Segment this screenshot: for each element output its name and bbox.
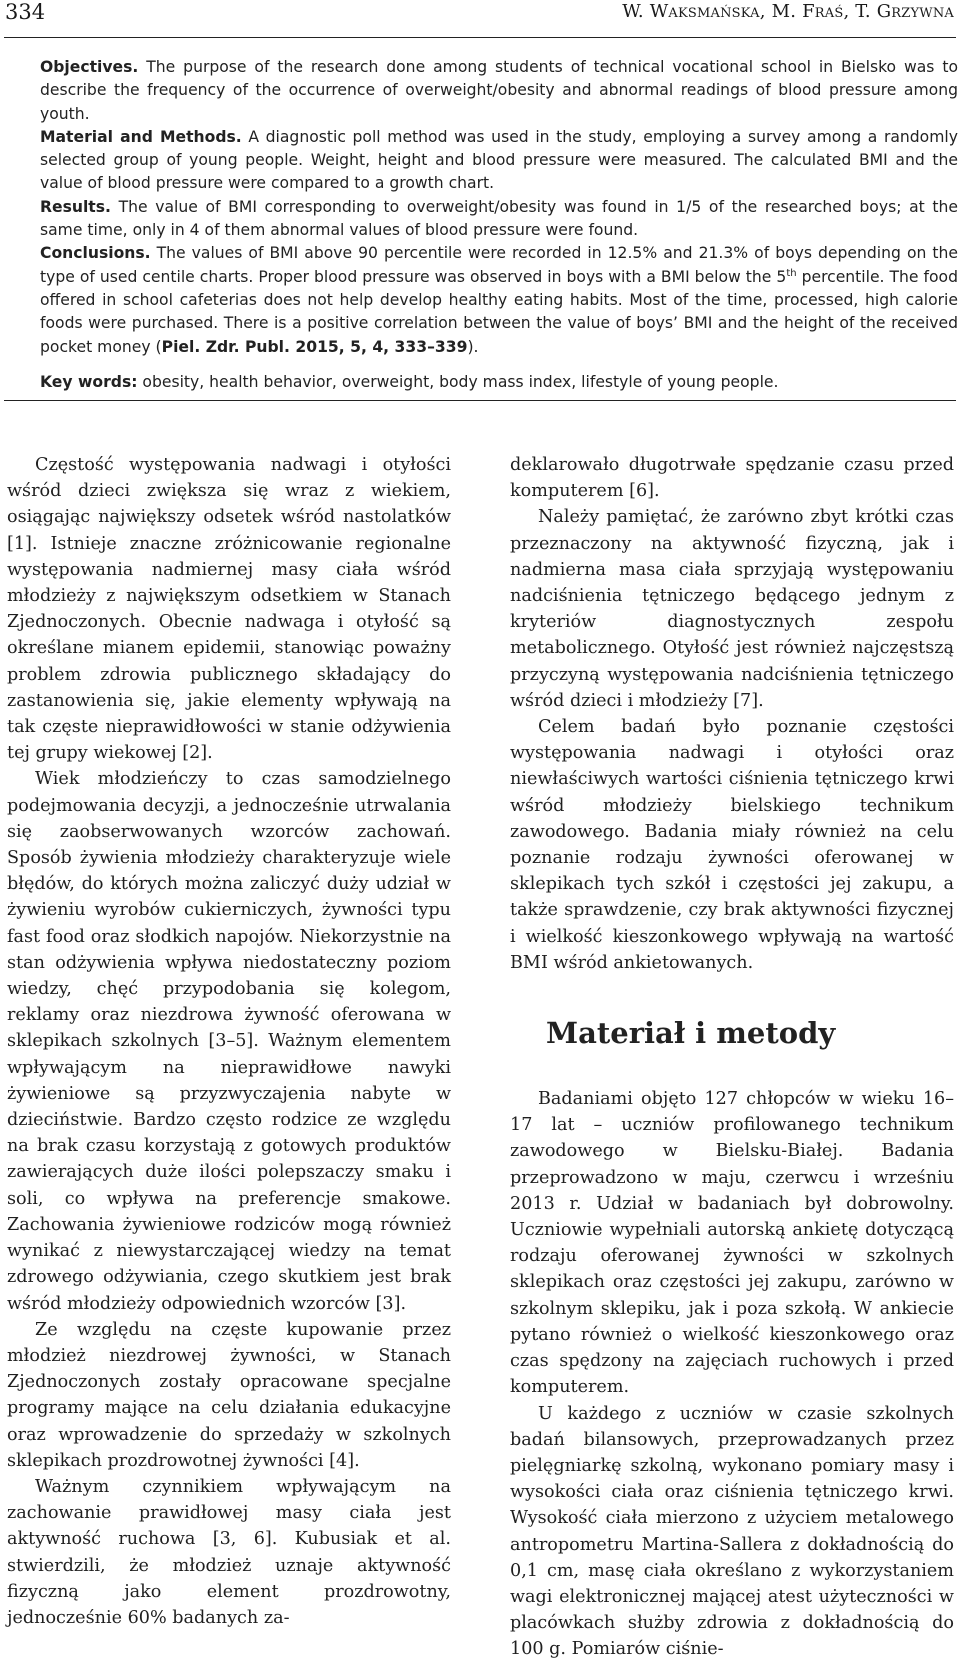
right-paragraph-1: deklarowało długotrwałe spędzanie czasu przed komputerem [6]. <box>510 455 954 502</box>
keywords-text: obesity, health behavior, overweight, body mass index, lifestyle of young people. <box>137 372 779 391</box>
abstract-rule <box>4 400 956 401</box>
right-paragraph-2: Należy pamiętać, że zarówno zbyt krótki czas przeznaczony na aktywność fizyczną, jak i nadmierna masa ciała sprzyjają występowaniu nadciśnienia tętniczego będącego jednym z kryteriów diagnostycznych zespołu metabolicznego. Otyłość jest również najczęstszą przyczyną występowania nadciśnienia tętniczego wśród dzieci i młodzieży [7]. <box>510 507 954 711</box>
keywords <box>40 371 958 394</box>
right-paragraph-5: U każdego z uczniów w czasie szkolnych badań bilansowych, przeprowadzanych przez pielęgniarkę szkolną, wykonano pomiary masy i wysokości ciała oraz ciśnienia tętniczego krwi. Wysokość ciała mierzono z użyciem metalowego antropometru Martina-Sallera z dokładnością do 0,1 cm, masę ciała określano z wykorzystaniem wagi elektronicznej mającej atest użyteczności w placówkach służby zdrowia z dokładnością do 100 g. Pomiarów ciśnie- <box>510 1403 954 1660</box>
conclusions-text-b: percentile. The food offered in school cafeterias does not help develop healthy eating habits. Most of the time, processed, high calorie foods were purchased. There is a positive correlation between the value of boys’ BMI and the height of the received pocket money ( <box>40 267 958 356</box>
results-label: Results. <box>40 197 111 216</box>
right-paragraph-3: Celem badań było poznanie częstości występowania nadwagi i otyłości oraz niewłaściwych wartości ciśnienia tętniczego krwi wśród młodzieży bielskiego technikum zawodowego. Badania miały również na celu poznanie rodzaju żywności oferowanej w sklepikach tych szkół i częstości jej zakupu, a także sprawdzenie, czy brak aktywności fizycznej i wielkość kieszonkowego wpływają na wartość BMI wśród ankietowanych. <box>510 717 954 973</box>
objectives-text: The purpose of the research done among students of technical vocational school in Bielsko was to describe the frequency of the occurrence of overweight/obesity and abnormal readings of blood pressure among youth. <box>40 58 958 123</box>
page-header <box>0 0 960 40</box>
left-paragraph-3: Ze względu na częste kupowanie przez młodzież niezdrowej żywności, w Stanach Zjednoczonych zostały opracowane specjalne programy mające na celu działania edukacyjne oraz wprowadzenie do sprzedaży w szkolnych sklepikach prozdrowotnej żywności [4]. <box>7 1319 451 1471</box>
right-column <box>510 452 954 1663</box>
right-paragraph-4: Badaniami objęto 127 chłopców w wieku 16–17 lat – uczniów profilowanego technikum zawodowego w Bielsku-Białej. Badania przeprowadzono w maju, czerwcu i wrześniu 2013 r. Udział w badaniach był dobrowolny. Uczniowie wypełniali autorską ankietę dotyczącą rodzaju oferowanej żywności w szkolnych sklepikach oraz częstości jej zakupu, zarówno w szkolnym sklepiku, jak i poza szkołą. W ankiecie pytano również o wielkość kieszonkowego oraz czas spędzony na zajęciach ruchowych i przed komputerem. <box>510 1089 954 1398</box>
conclusions-superscript: th <box>786 267 797 279</box>
left-paragraph-2: Wiek młodzieńczy to czas samodzielnego podejmowania decyzji, a jednocześnie utrwalania się zaobserwowanych wzorców zachowań. Sposób żywienia młodzieży charakteryzuje wiele błędów, do których można zaliczyć duży udział w żywieniu wyrobów cukierniczych, żywności typu fast food oraz słodkich napojów. Niekorzystnie na stan odżywienia wpływa niedostateczny poziom wiedzy, chęć przypodobania się kolegom, reklamy oraz niezdrowa żywność oferowana w sklepikach szkolnych [3–5]. Ważnym elementem wpływającym na nieprawidłowe nawyki żywieniowe są przyzwyczajenia nabyte w dzieciństwie. Bardzo często rodzice ze względu na brak czasu korzystają z gotowych produktów zawierających duże ilości polepszaczy smaku i soli, co wpływa na preferencje smakowe. Zachowania żywieniowe rodziców mogą również wynikać z niewystarczającej wiedzy na temat zdrowego odżywiania, czego skutkiem jest brak wśród młodzieży odpowiednich wzorców [3]. <box>7 769 451 1314</box>
citation-end: ). <box>467 337 479 356</box>
journal-citation: Piel. Zdr. Publ. 2015, 5, 4, 333–339 <box>161 337 468 356</box>
conclusions-text-a: The values of BMI above 90 percentile were recorded in 12.5% and 21.3% of boys depending on the type of used centile charts. Proper blood pressure was observed in boys with a BMI below the 5 <box>40 244 958 286</box>
section-heading-methods: Materiał i metody <box>546 1016 836 1051</box>
left-paragraph-1: Częstość występowania nadwagi i otyłości wśród dzieci zwiększa się wraz z wiekiem, osiągając największy odsetek wśród nastolatków [1]. Istnieje znaczne zróżnicowanie regionalne występowania nadmiernej masy ciała wśród młodzieży z największym odsetkiem w Stanach Zjednoczonych. Obecnie nadwaga i otyłość są określane mianem epidemii, stanowiąc poważny problem zdrowia publicznego składający do zastanowienia się, jakie elementy wpływają na tak częste nieprawidłowości w stanie odżywienia tej grupy wiekowej [2]. <box>7 455 451 764</box>
page-number: 334 <box>5 0 46 24</box>
left-column <box>7 452 451 1631</box>
conclusions-label: Conclusions. <box>40 244 151 263</box>
methods-text: A diagnostic poll method was used in the study, employing a survey among a randomly selected group of young people. Weight, height and blood pressure were measured. The calculated BMI and the value of blood pressure were compared to a growth chart. <box>40 127 958 193</box>
keywords-label: Key words: <box>40 372 138 391</box>
header-rule <box>4 37 956 38</box>
running-head-authors: W. Waksmańska, M. Fraś, T. Grzywna <box>622 1 954 22</box>
left-paragraph-4: Ważnym czynnikiem wpływającym na zachowanie prawidłowej masy ciała jest aktywność ruchowa [3, 6]. Kubusiak et al. stwierdzili, że młodzież uznaje aktywność fizyczną jako element prozdrowotny, jednocześnie 60% badanych za- <box>7 1476 451 1628</box>
abstract-body <box>40 56 958 359</box>
results-text: The value of BMI corresponding to overweight/obesity was found in 1/5 of the researched boys; at the same time, only in 4 of them abnormal values of blood pressure were found. <box>40 197 958 240</box>
methods-label: Material and Methods. <box>40 127 242 146</box>
abstract <box>40 56 958 394</box>
objectives-label: Objectives. <box>40 58 139 76</box>
